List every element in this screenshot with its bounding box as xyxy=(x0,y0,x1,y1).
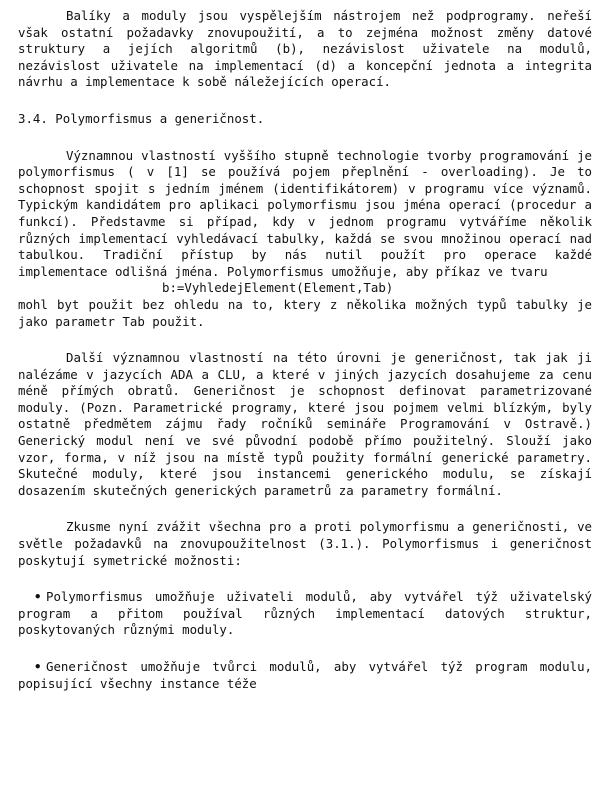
bullet-item-genericity xyxy=(18,659,592,692)
bullet-item-polymorphism xyxy=(18,589,592,639)
bullet-text: Polymorfismus umožňuje uživateli modulů, aby vytvářel týž uživatelský program a přitom používal různých implementací datových struktur, poskytovaných různými moduly. xyxy=(18,589,592,638)
code-example: b:=VyhledejElement(Element,Tab) xyxy=(162,280,394,296)
spacer xyxy=(18,91,592,111)
spacer xyxy=(18,569,592,589)
spacer xyxy=(18,128,592,148)
spacer xyxy=(18,330,592,350)
document-page xyxy=(18,8,592,692)
section-heading: 3.4. Polymorfismus a generičnost. xyxy=(18,110,265,126)
bullet-icon: • xyxy=(34,659,42,674)
spacer xyxy=(18,639,592,659)
paragraph-comparison: Zkusme nyní zvážit všechna pro a proti polymorfismu a generičnosti, ve světle požadavků na znovupoužitelnost (3.1.). Polymorfismus i generičnost poskytují symetrické možnosti: xyxy=(18,519,592,568)
bullet-icon: • xyxy=(34,589,42,605)
paragraph-genericity: Další významnou vlastností na této úrovni je generičnost, tak jak ji nalézáme v jazycích ADA a CLU, a které v jiných jazycích dosahujeme za cenu méně přímých obratů. Generičnost je schopnost definovat parametrizované moduly. (Pozn. Parametrické programy, které jsou pojmem velmi blízkým, byly ostatně předmětem zájmu řady ročníků semináře Programování v Ostravě.) Generický modul není ve své původní podobě přímo použitelný. Slouží jako vzor, forma, v níž jsou na místě typů použity formální generické parametry. Skutečné moduly, které jsou instancemi generického modulu, se získají dosazením skutečných generických parametrů za parametry formální. xyxy=(18,350,592,498)
bullet-text: Generičnost umožňuje tvůrci modulů, aby vytvářel týž program modulu, popisující všechny instance téže xyxy=(18,659,592,691)
paragraph-polymorphism-cont: mohl byt použit bez ohledu na to, ktery z několika možných typů tabulky je jako parametr Tab použit. xyxy=(18,296,592,329)
paragraph-polymorphism: Významnou vlastností vyššího stupně technologie tvorby programování je polymorfismus ( v [1] se používá pojem přeplnění - overloading). Je to schopnost spojit s jedním jménem (identifikátorem) v programu více významů. Typickým kandidátem pro aplikaci polymorfismu jsou jména operací (procedur a funkcí). Představme si případ, kdy v jednom programu vytváříme několik různých implementací vyhledávací tabulky, každá se svou množinou operací nad tabulkou. Tradiční přístup by nás nutil použít pro operace každé implementace odlišná jména. Polymorfismus umožňuje, aby příkaz ve tvaru xyxy=(18,147,592,279)
paragraph-intro: Balíky a moduly jsou vyspělejším nástrojem než podprogramy. neřeší však ostatní požadavky znovupoužití, a to zejména možnost změny datové struktury a jejích algoritmů (b), nezávislost uživatele na modulů, nezávislost uživatele na implementací (d) a koncepční jednota a integrita návrhu a implementace k sobě náležejících operací. xyxy=(18,8,592,90)
spacer xyxy=(18,499,592,519)
